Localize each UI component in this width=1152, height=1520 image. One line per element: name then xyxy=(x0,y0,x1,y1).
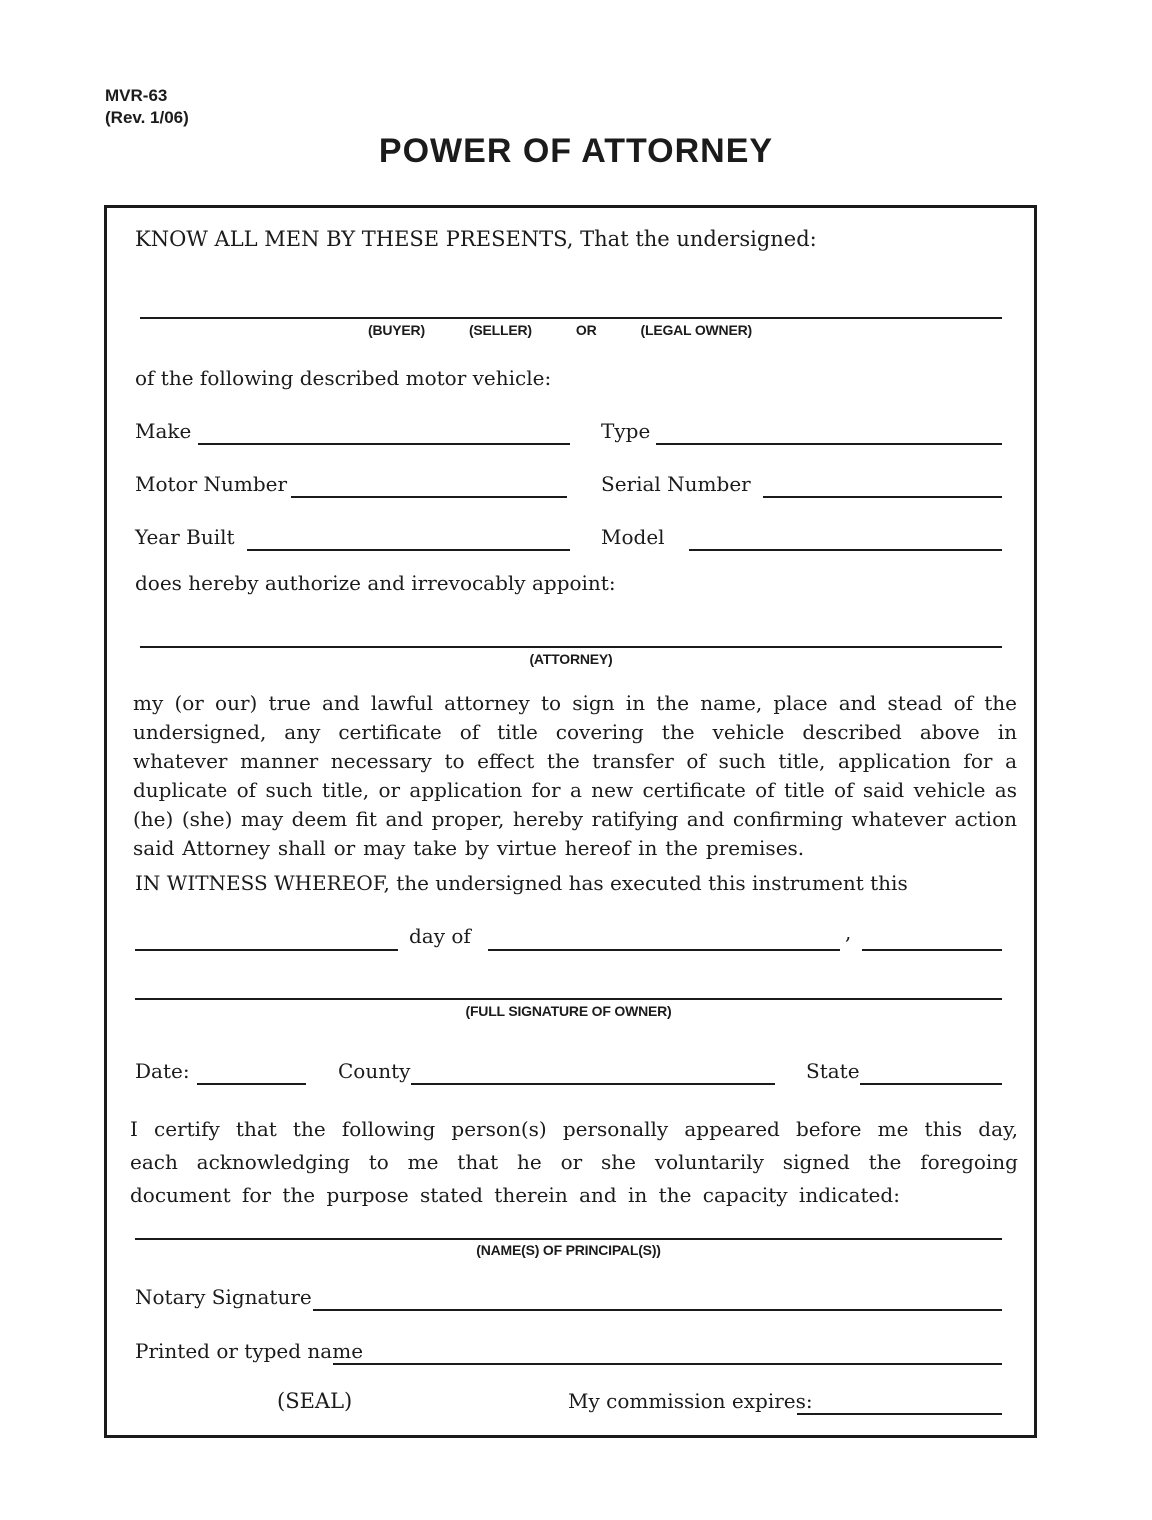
attorney-name-field[interactable] xyxy=(140,646,1002,648)
motor-number-label: Motor Number xyxy=(135,472,288,496)
owner-signature-field[interactable] xyxy=(135,998,1002,1000)
seal-label: (SEAL) xyxy=(277,1389,353,1413)
type-field[interactable] xyxy=(656,443,1002,445)
type-label: Type xyxy=(601,419,651,443)
legal-owner-label: (LEGAL OWNER) xyxy=(640,322,752,338)
or-label: OR xyxy=(575,322,597,338)
comma-separator: , xyxy=(845,920,852,944)
undersigned-name-field[interactable] xyxy=(140,317,1002,319)
state-label: State xyxy=(806,1059,860,1083)
make-label: Make xyxy=(135,419,192,443)
month-field[interactable] xyxy=(488,949,840,951)
model-field[interactable] xyxy=(689,549,1002,551)
page-title: POWER OF ATTORNEY xyxy=(378,132,774,170)
principals-names-field[interactable] xyxy=(135,1238,1002,1240)
appoint-statement: does hereby authorize and irrevocably appoint: xyxy=(135,571,616,595)
year-built-label: Year Built xyxy=(135,525,235,549)
printed-name-field[interactable] xyxy=(333,1363,1002,1365)
serial-number-label: Serial Number xyxy=(601,472,751,496)
county-label: County xyxy=(338,1059,411,1083)
vehicle-intro: of the following described motor vehicle: xyxy=(135,366,552,390)
buyer-label: (BUYER) xyxy=(368,322,425,338)
authorization-paragraph: my (or our) true and lawful attorney to sign in the name, place and stead of the undersigned, any certificate of title covering the vehicle described above in whatever manner necessary to effect the transfer of such title, application for a duplicate of such title, or application for a new certificate of title of said vehicle as (he) (she) may deem fit and proper, hereby ratifying and confirming whatever action said Attorney shall or may take by virtue hereof in the premises. xyxy=(133,691,1017,860)
witness-statement: IN WITNESS WHEREOF, the undersigned has executed this instrument this xyxy=(135,871,908,895)
motor-number-field[interactable] xyxy=(291,496,567,498)
county-field[interactable] xyxy=(411,1083,775,1085)
notary-signature-field[interactable] xyxy=(313,1309,1002,1311)
commission-expires-field[interactable] xyxy=(797,1413,1002,1415)
seller-label: (SELLER) xyxy=(468,322,532,338)
make-field[interactable] xyxy=(198,443,570,445)
form-revision: (Rev. 1/06) xyxy=(105,108,189,127)
state-field[interactable] xyxy=(860,1083,1002,1085)
notary-signature-label: Notary Signature xyxy=(135,1285,312,1309)
attorney-caption: (ATTORNEY) xyxy=(529,651,613,667)
signer-type-labels xyxy=(368,322,752,338)
certification-paragraph: I certify that the following person(s) personally appeared before me this day, each acknowledging to me that he or she voluntarily signed the foregoing document for the purpose stated therein and in the capacity indicated: xyxy=(130,1117,1018,1207)
printed-name-label: Printed or typed name xyxy=(135,1339,364,1363)
date-field[interactable] xyxy=(197,1083,306,1085)
form-number: MVR-63 xyxy=(105,86,168,105)
opening-statement: KNOW ALL MEN BY THESE PRESENTS, That the undersigned: xyxy=(135,227,817,251)
commission-expires-label: My commission expires: xyxy=(568,1389,813,1413)
year-built-field[interactable] xyxy=(247,549,570,551)
year-field[interactable] xyxy=(862,949,1002,951)
owner-signature-caption: (FULL SIGNATURE OF OWNER) xyxy=(465,1003,672,1019)
principals-caption: (NAME(S) OF PRINCIPAL(S)) xyxy=(476,1242,661,1258)
day-of-label: day of xyxy=(409,924,471,948)
model-label: Model xyxy=(601,525,665,549)
day-field[interactable] xyxy=(135,949,398,951)
date-label: Date: xyxy=(135,1059,190,1083)
serial-number-field[interactable] xyxy=(763,496,1002,498)
